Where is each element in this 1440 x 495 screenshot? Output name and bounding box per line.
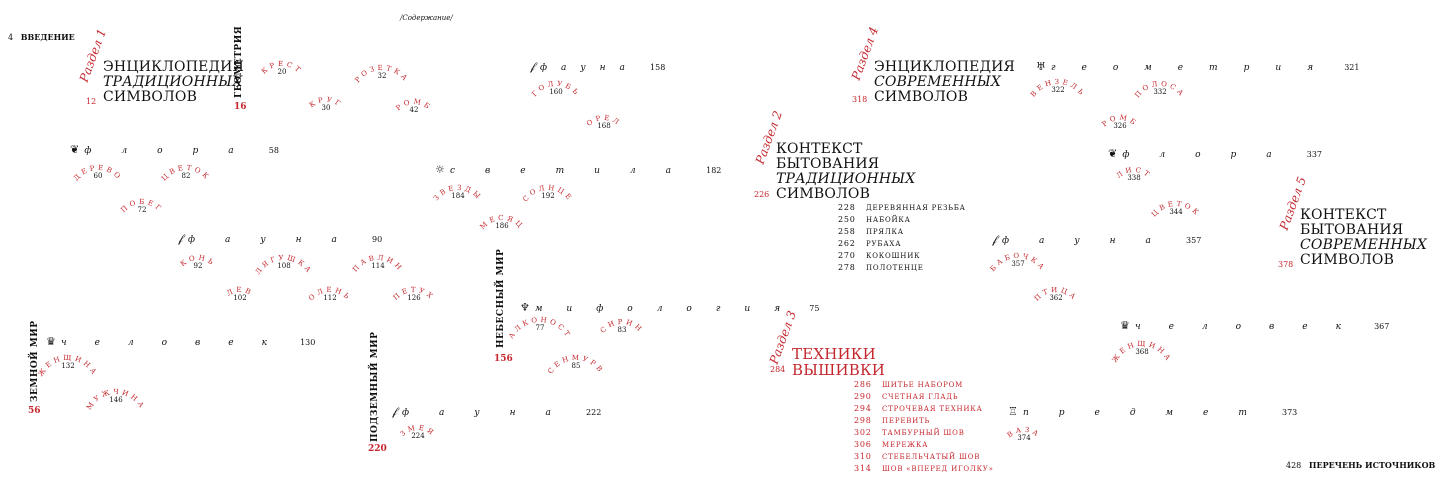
entry-label[interactable]: СЕНМУРВ [546, 353, 606, 376]
entry-num: 368 [1135, 348, 1149, 356]
list-item[interactable]: 250 НАБОЙКА [838, 215, 911, 224]
person-icon: ♛ [1120, 319, 1130, 332]
bird-icon: 𝒻 [530, 60, 535, 73]
category-label: человек [1134, 322, 1369, 332]
entry-label[interactable]: ЛИСТ [1114, 165, 1154, 181]
entry-label[interactable]: СИРИН [598, 317, 646, 335]
category-num: 222 [586, 408, 602, 417]
entry-num: 332 [1153, 88, 1167, 96]
entry-num: 322 [1051, 86, 1065, 94]
toc-title: /Содержание/ [400, 14, 453, 22]
razdel-4: Раздел 4 [848, 24, 882, 82]
vertical-sky-num: 156 [494, 354, 513, 364]
section-2-line2: БЫТОВАНИЯ [776, 156, 880, 172]
list-item[interactable]: 278 ПОЛОТЕНЦЕ [838, 263, 924, 272]
entry-num: 112 [323, 294, 337, 302]
category-label: фауна [1002, 236, 1181, 246]
entry-label[interactable]: ПОЛОСА [1133, 79, 1187, 100]
entry-num: 20 [277, 68, 287, 76]
intro-num: 4 [8, 33, 14, 42]
entry-label[interactable]: КОНЬ [178, 253, 218, 269]
entry-num: 60 [93, 172, 103, 180]
entry-num: 192 [541, 192, 555, 200]
entry-num: 72 [137, 206, 147, 214]
vertical-earth: ЗЕМНОЙ МИР [30, 320, 40, 402]
list-item[interactable]: 314 ШОВ «ВПЕРЕД ИГОЛКУ» [854, 464, 994, 473]
entry-num: 168 [597, 122, 611, 130]
sources-label: ПЕРЕЧЕНЬ ИСТОЧНИКОВ [1308, 460, 1436, 470]
entry-label[interactable]: ЛЕВ [225, 285, 255, 298]
category-label: предмет [1022, 408, 1277, 418]
entry-num: 338 [1127, 174, 1141, 182]
entry-num: 224 [411, 432, 425, 440]
entry-label[interactable]: МЕСЯЦ [478, 213, 526, 232]
entry-label[interactable]: АЛКОНОСТ [507, 315, 573, 341]
category-num: 321 [1344, 63, 1360, 72]
category-label: геометрия [1050, 63, 1340, 73]
entry-num: 77 [535, 324, 545, 332]
section-2-num: 226 [754, 190, 770, 199]
razdel-5: Раздел 5 [1276, 174, 1310, 232]
entry-label[interactable]: КРУГ [307, 95, 345, 110]
entry-num: 102 [233, 294, 247, 302]
section-3-line1: ТЕХНИКИ [792, 345, 876, 363]
list-item[interactable]: 262 РУБАХА [838, 239, 902, 248]
list-item[interactable]: 306 МЕРЕЖКА [854, 440, 929, 449]
entry-label[interactable]: ОЛЕНЬ [307, 285, 353, 303]
entry-num: 326 [1113, 122, 1127, 130]
entry-label[interactable]: РОМБ [1100, 113, 1140, 129]
list-item[interactable]: 286 ШИТЬЕ НАБОРОМ [854, 380, 964, 389]
category-label: мифология [534, 304, 805, 314]
entry-label[interactable]: РОЗЕТКА [353, 63, 411, 85]
category-num: 75 [809, 304, 820, 313]
entry-label[interactable]: ГОЛУБЬ [530, 79, 582, 99]
entry-label[interactable]: СОЛНЦЕ [521, 183, 575, 204]
category-label: фауна [402, 408, 581, 418]
entry-num: 83 [617, 326, 627, 334]
entry-label[interactable]: ЛЯГУШКА [253, 253, 315, 277]
vertical-geometry: ГЕОМЕТРИЯ [234, 25, 244, 98]
category-num: 337 [1306, 150, 1323, 159]
entry-num: 92 [193, 262, 203, 270]
vertical-earth-num: 56 [28, 406, 41, 416]
section-3-num: 284 [770, 365, 786, 374]
section-4-num: 318 [852, 95, 868, 104]
section-1-line2: ТРАДИЦИОННЫХ [103, 74, 243, 90]
category-label: светила [449, 166, 702, 176]
razdel-2: Раздел 2 [752, 108, 786, 166]
entry-num: 132 [61, 362, 75, 370]
entry-label[interactable]: ВАЗА [1005, 425, 1043, 440]
entry-label[interactable]: ЦВЕТОК [1150, 199, 1202, 219]
entry-label[interactable]: ПАВЛИН [351, 253, 405, 274]
person-icon: ♛ [46, 335, 56, 348]
razdel-3: Раздел 3 [766, 308, 800, 366]
list-item[interactable]: 298 ПЕРЕВИТЬ [854, 416, 931, 425]
list-item[interactable]: 310 СТЕБЕЛЬЧАТЫЙ ШОВ [854, 452, 981, 461]
entry-num: 42 [409, 106, 419, 114]
entry-num: 186 [495, 222, 509, 230]
intro-label: ВВЕДЕНИЕ [20, 32, 75, 42]
list-item[interactable]: 258 ПРЯЛКА [838, 227, 904, 236]
section-5-line3: СОВРЕМЕННЫХ [1300, 237, 1428, 253]
entry-num: 108 [277, 262, 291, 270]
section-5-num: 378 [1278, 260, 1294, 269]
category-num: 158 [650, 63, 666, 72]
entry-label[interactable]: ПТИЦА [1032, 285, 1080, 303]
list-item[interactable]: 270 КОКОШНИК [838, 251, 921, 260]
entry-label[interactable]: ЖЕНЩИНА [1110, 339, 1174, 365]
entry-label[interactable]: БАБОЧКА [988, 251, 1048, 274]
section-5-line4: СИМВОЛОВ [1300, 252, 1395, 268]
bird-icon: 𝒻 [392, 405, 397, 418]
section-4-line2: СОВРЕМЕННЫХ [874, 74, 1002, 90]
vertical-under: ПОДЗЕМНЫЙ МИР [370, 331, 380, 442]
category-num: 373 [1281, 408, 1298, 417]
sources-num: 428 [1286, 461, 1302, 470]
entry-num: 362 [1049, 294, 1063, 302]
category-num: 182 [706, 166, 722, 175]
razdel-1: Раздел 1 [76, 26, 110, 84]
vase-icon: ♖ [1008, 405, 1018, 418]
category-num: 58 [268, 146, 279, 155]
section-3-line2: ВЫШИВКИ [792, 361, 886, 379]
entry-num: 357 [1011, 260, 1025, 268]
entry-label[interactable]: ВЕНЗЕЛЬ [1029, 77, 1087, 99]
entry-label[interactable]: ПОБЕГ [119, 197, 165, 215]
bird-icon: 𝒻 [178, 232, 183, 245]
entry-num: 374 [1017, 434, 1031, 442]
entry-label[interactable]: МУЖЧИНА [85, 387, 147, 412]
cross-icon: ♅ [1036, 60, 1046, 73]
list-item[interactable]: 294 СТРОЧЕВАЯ ТЕХНИКА [854, 404, 983, 413]
entry-num: 32 [377, 72, 387, 80]
entry-num: 184 [451, 192, 465, 200]
category-num: 90 [372, 235, 383, 244]
entry-label[interactable]: РОМБ [394, 97, 434, 113]
section-1-line1: ЭНЦИКЛОПЕДИЯ [103, 59, 245, 75]
section-2-line1: КОНТЕКСТ [776, 141, 863, 157]
category-num: 130 [300, 338, 316, 347]
entry-label[interactable]: ОРЕЛ [585, 113, 623, 128]
entry-num: 82 [181, 172, 191, 180]
entry-label[interactable]: ЗВЕЗДЫ [432, 183, 484, 203]
entry-num: 85 [571, 362, 581, 370]
category-label: человек [60, 338, 295, 348]
entry-num: 160 [549, 88, 563, 96]
bird-icon: 𝒻 [992, 233, 997, 246]
section-2-line3: ТРАДИЦИОННЫХ [776, 171, 916, 187]
category-num: 357 [1186, 236, 1202, 245]
flower-icon: ❦ [70, 143, 80, 156]
section-1-line3: СИМВОЛОВ [103, 89, 198, 105]
section-4-line3: СИМВОЛОВ [874, 89, 969, 105]
entry-label[interactable]: ПЕТУХ [391, 285, 437, 302]
list-item[interactable]: 290 СЧЕТНАЯ ГЛАДЬ [854, 392, 959, 401]
entry-num: 114 [371, 262, 385, 270]
category-num: 367 [1374, 322, 1390, 331]
vertical-sky: НЕБЕСНЫЙ МИР [496, 248, 506, 348]
entry-label[interactable]: ДЕРЕВО [72, 163, 124, 183]
sun-icon: ☼ [435, 163, 445, 176]
entry-label[interactable]: ЗМЕЯ [398, 423, 438, 439]
entry-label[interactable]: КРЕСТ [260, 59, 304, 76]
category-label: фауна [540, 63, 639, 73]
section-1-num: 12 [86, 97, 97, 106]
category-label: фауна [188, 235, 367, 245]
vertical-under-num: 220 [368, 444, 387, 454]
griffin-icon: ♆ [520, 301, 530, 314]
category-label: флора [84, 146, 264, 156]
entry-label[interactable]: ЖЕНЩИНА [36, 353, 100, 379]
list-item[interactable]: 302 ТАМБУРНЫЙ ШОВ [854, 428, 965, 437]
entry-label[interactable]: ЦВЕТОК [160, 163, 212, 183]
section-5-line2: БЫТОВАНИЯ [1300, 222, 1404, 238]
entry-num: 30 [321, 104, 331, 112]
flower-icon: ❦ [1108, 147, 1118, 160]
entry-num: 146 [109, 396, 123, 404]
section-2-line4: СИМВОЛОВ [776, 186, 871, 202]
entry-num: 344 [1169, 208, 1183, 216]
entry-num: 126 [407, 294, 421, 302]
category-label: флора [1122, 150, 1302, 160]
vertical-geometry-num: 16 [234, 102, 247, 112]
section-4-line1: ЭНЦИКЛОПЕДИЯ [874, 59, 1016, 75]
list-item[interactable]: 228 ДЕРЕВЯННАЯ РЕЗЬБА [838, 203, 966, 212]
section-5-line1: КОНТЕКСТ [1300, 207, 1387, 223]
